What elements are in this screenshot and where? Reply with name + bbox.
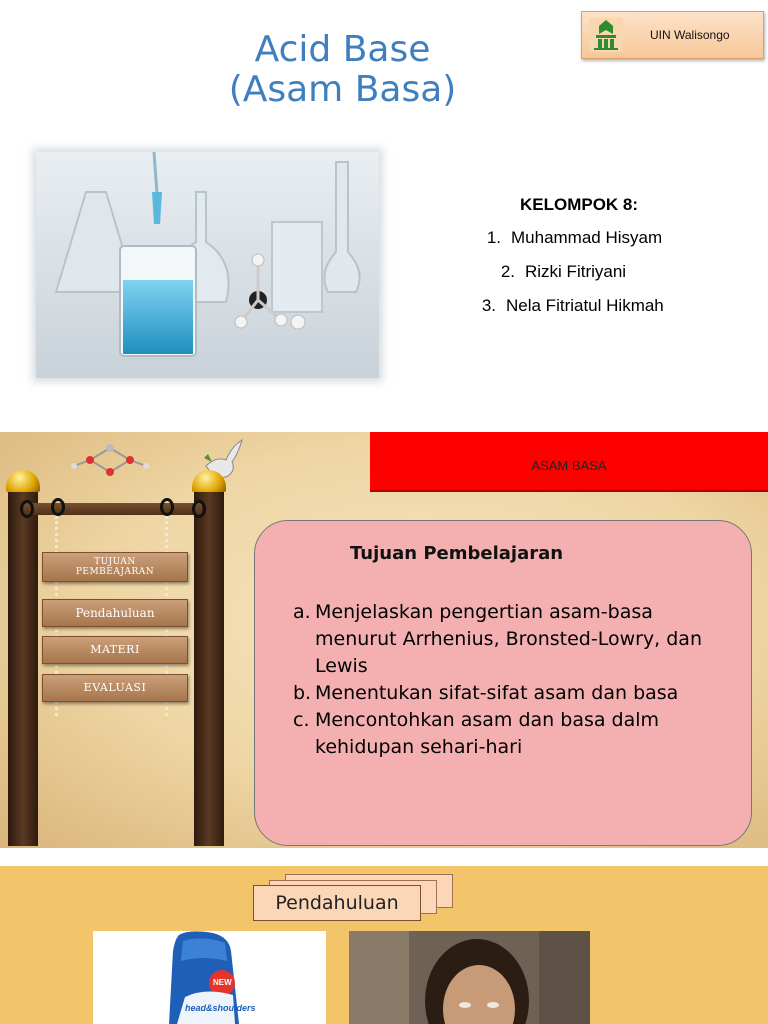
objective-text: Mencontohkan asam dan basa dalm kehidupan sehari-hari (315, 709, 660, 758)
university-logo-box (581, 11, 764, 59)
member-item (476, 289, 726, 323)
member-name: Rizki Fitriyani (525, 262, 627, 281)
title-line-2: (Asam Basa) (228, 69, 457, 110)
objective-item (293, 599, 733, 680)
left-wooden-pole (8, 490, 38, 846)
menu-label: Pendahuluan (75, 606, 155, 620)
menu-label-line2: PEMBEAJARAN (75, 567, 155, 577)
child-photo-graphic (349, 931, 590, 1024)
objective-text: Menentukan sifat-sifat asam dan basa (315, 682, 679, 704)
objectives-title: Tujuan Pembelajaran (350, 543, 564, 564)
member-name: Nela Fitriatul Hikmah (506, 296, 664, 315)
laboratory-glassware-image (36, 152, 379, 378)
objective-text: Menjelaskan pengertian asam-basa menurut Arrhenius, Bronsted-Lowry, dan Lewis (315, 601, 702, 677)
objectives-slide (0, 432, 768, 848)
menu-materi[interactable] (42, 636, 188, 664)
topic-banner (370, 432, 768, 492)
objective-letter: b. (293, 682, 312, 704)
group-title: KELOMPOK 8: (519, 195, 639, 214)
member-name: Muhammad Hisyam (511, 228, 663, 247)
shampoo-bottle-image (93, 931, 326, 1024)
uin-emblem-icon (587, 16, 625, 54)
logo-text: UIN Walisongo (650, 28, 730, 42)
ring-icon (160, 498, 174, 516)
member-number: 3. (481, 296, 496, 315)
ring-icon (51, 498, 65, 516)
menu-label: EVALUASI (83, 681, 147, 694)
objective-item (293, 707, 733, 761)
menu-pendahuluan[interactable] (42, 599, 188, 627)
member-number: 2. (500, 262, 515, 281)
left-pole-cap (6, 470, 40, 492)
objectives-list (293, 599, 733, 761)
menu-tujuan-pembelajaran[interactable] (42, 552, 188, 582)
right-wooden-pole (194, 490, 224, 846)
banner-text: ASAM BASA (531, 458, 607, 473)
title-slide (0, 0, 768, 432)
child-photo (349, 931, 590, 1024)
member-item (481, 221, 731, 255)
slide-gap (0, 848, 768, 866)
menu-label: MATERI (90, 643, 140, 656)
shampoo-brand-text: head&shoulders (185, 1003, 256, 1013)
objective-item (293, 680, 733, 707)
molecule-icon (70, 440, 150, 480)
shampoo-new-tag: NEW (213, 978, 232, 987)
introduction-slide (0, 866, 768, 1024)
member-item (495, 255, 745, 289)
learning-objectives-card (254, 520, 752, 846)
ring-icon (192, 500, 206, 518)
menu-evaluasi[interactable] (42, 674, 188, 702)
objective-letter: c. (293, 709, 310, 731)
slide-title (190, 30, 495, 110)
title-line-1: Acid Base (254, 29, 431, 70)
menu-label-line1: TUJUAN (94, 557, 136, 567)
ring-icon (20, 500, 34, 518)
objective-letter: a. (293, 601, 311, 623)
group-members (460, 195, 710, 323)
section-label: Pendahuluan (253, 885, 421, 921)
crossbar (22, 503, 202, 515)
member-number: 1. (486, 228, 501, 247)
